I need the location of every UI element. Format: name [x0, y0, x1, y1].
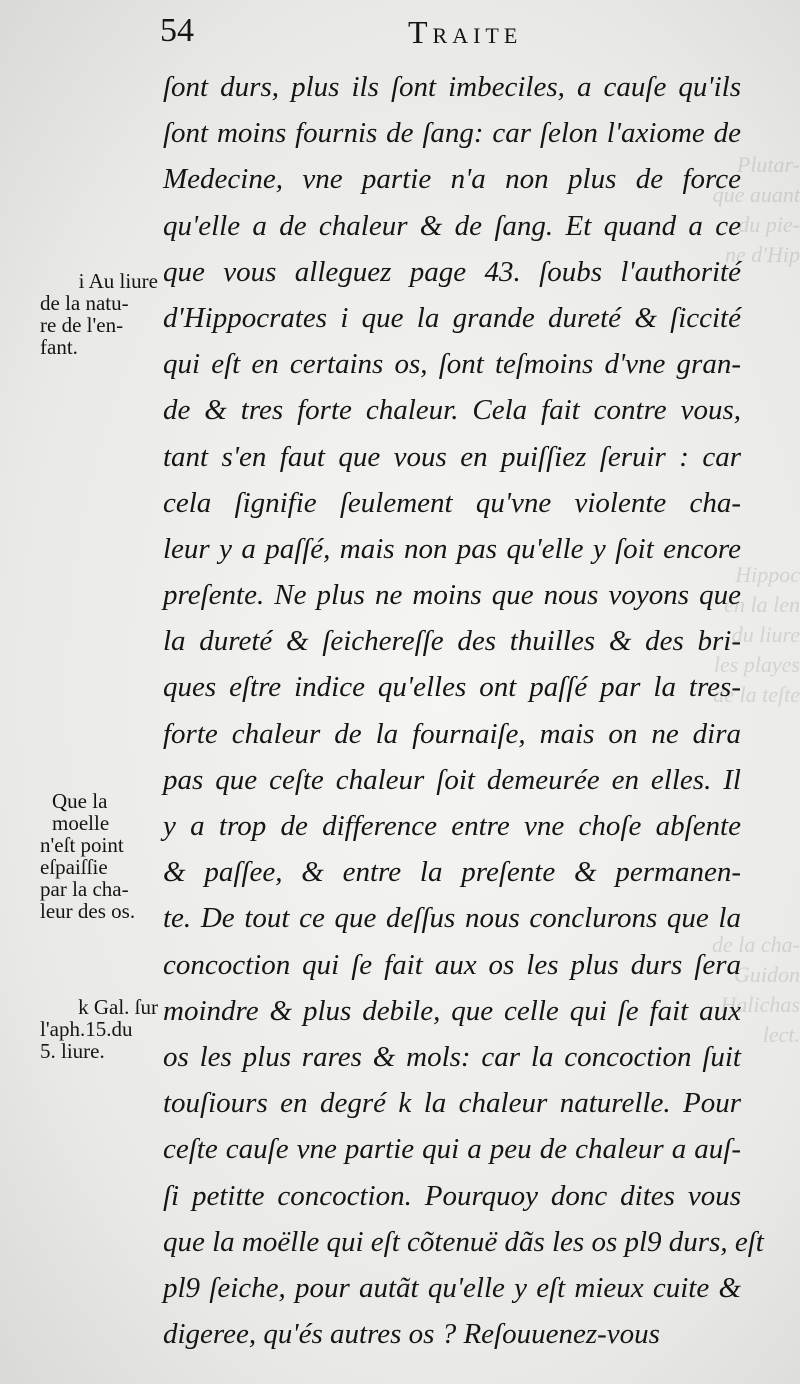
text-line: te. De tout ce que deſſus nous conclurons que la [163, 902, 741, 935]
text-line: ſont durs, plus ils ſont imbeciles, a cauſe qu'ils [163, 71, 741, 103]
running-title: Traite [408, 14, 523, 50]
page-header [0, 12, 800, 52]
margin-note-line: de la natu- [40, 291, 129, 315]
text-line: digeree, qu'és autres os ? Reſouuenez-vous [163, 1318, 660, 1351]
text-line: qu'elle a de chaleur & de ſang. Et quand a ce [163, 209, 741, 242]
margin-note-line: k Gal. ſur [78, 995, 158, 1019]
text-line: Medecine, vne partie n'a non plus de force [163, 163, 741, 196]
margin-note-line: n'eſt point [40, 833, 124, 857]
margin-note-line: fant. [40, 335, 78, 359]
text-line: ſi petitte concoction. Pourquoy donc dites vous [163, 1179, 741, 1212]
margin-note-i [40, 270, 158, 358]
page-number: 54 [160, 12, 194, 49]
text-line: ques eſtre indice qu'elles ont paſſé par la tres- [163, 671, 741, 704]
text-line: que vous alleguez page 43. ſoubs l'authorité [163, 255, 741, 288]
margin-note-k [40, 996, 158, 1062]
show-through-text: Plutar- que auant du pie- ne d'Hip [712, 152, 800, 267]
text-line: os les plus rares & mols: car la concoction ſuit [163, 1040, 741, 1073]
margin-note-line: moelle [52, 811, 110, 835]
text-line: cela ſignifie ſeulement qu'vne violente cha- [163, 486, 741, 519]
text-line: pl9 ſeiche, pour autãt qu'elle y eſt mieux cuite & [163, 1271, 741, 1304]
margin-note-moelle [40, 790, 158, 922]
text-line: de & tres forte chaleur. Cela fait contre vous, [163, 394, 741, 427]
margin-note-line: re de l'en- [40, 313, 124, 337]
text-line: & paſſee, & entre la preſente & permanen- [163, 856, 741, 889]
margin-note-line: l'aph.15.du [40, 1017, 133, 1041]
text-line: moindre & plus debile, que celle qui ſe fait aux [163, 994, 741, 1027]
text-line: concoction qui ſe fait aux os les plus durs ſera [163, 948, 741, 981]
margin-note-line: par la cha- [40, 877, 129, 901]
margin-note-line: leur des os. [40, 899, 136, 923]
text-line: ſont moins fournis de ſang: car ſelon l'axiome de [163, 117, 741, 150]
text-line: tant s'en faut que vous en puiſſiez ſeruir : car [163, 440, 741, 473]
text-line: touſiours en degré k la chaleur naturelle. Pour [163, 1087, 741, 1120]
text-line: preſente. Ne plus ne moins que nous voyons que [163, 579, 741, 612]
margin-note-line: Que la [52, 789, 108, 813]
text-line: forte chaleur de la fournaiſe, mais on ne dira [163, 717, 741, 750]
text-line: qui eſt en certains os, ſont teſmoins d'vne gran- [163, 348, 741, 381]
margin-note-line: eſpaiſſie [40, 855, 108, 879]
text-line: pas que ceſte chaleur ſoit demeurée en elles. Il [163, 763, 741, 796]
text-line: y a trop de difference entre vne choſe abſente [163, 810, 741, 842]
text-line: ceſte cauſe vne partie qui a peu de chaleur a auſ- [163, 1133, 741, 1166]
text-line: la dureté & ſeichereſſe des thuilles & des bri- [163, 625, 741, 658]
text-line: d'Hippocrates i que la grande dureté & ſiccité [163, 301, 741, 334]
show-through-text: de la cha- Guidon Halichas lect. [712, 932, 800, 1047]
show-through-text: Hippoc en la len du liure les playes de la teſte [713, 562, 800, 707]
margin-note-line: i Au liure [78, 269, 158, 293]
text-line: que la moëlle qui eſt cõtenuë dãs les os pl9 durs, eſt [163, 1225, 764, 1258]
text-line: leur y a paſſé, mais non pas qu'elle y ſoit encore [163, 532, 741, 565]
margin-note-line: 5. liure. [40, 1039, 105, 1063]
